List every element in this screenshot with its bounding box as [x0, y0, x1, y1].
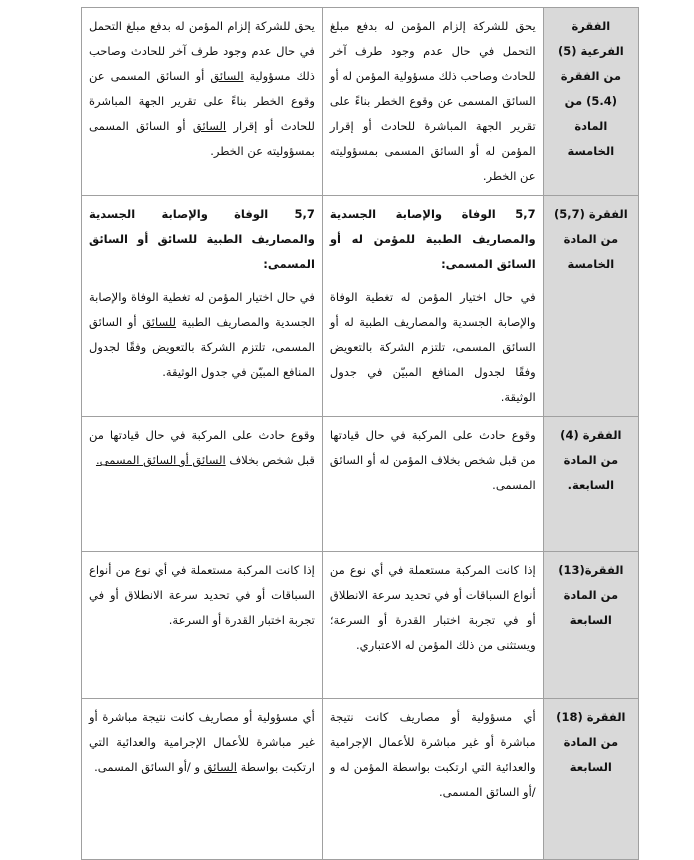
original-text-cell: يحق للشركة إلزام المؤمن له بدفع مبلغ التحمل في حال عدم وجود طرف آخر للحادث وصاحب ذلك مسؤولية المؤمن له أو السائق المسمى عن وقوع الخطر بناءً على تقرير الجهة المباشرة للحادث أو إقرار المؤمن له أو السائق المسمى بمسؤوليته عن الخطر. [322, 8, 543, 196]
table-row [82, 699, 639, 860]
reference-cell: الفقرة (18) من المادة السابعة [543, 699, 638, 860]
amended-text-cell: يحق للشركة إلزام المؤمن له بدفع مبلغ التحمل في حال عدم وجود طرف آخر للحادث وصاحب ذلك مسؤولية السائق أو السائق المسمى عن وقوع الخطر بناءً على تقرير الجهة المباشرة للحادث أو إقرار السائق أو السائق المسمى بمسؤوليته عن الخطر. [82, 8, 323, 196]
amended-text-cell: أي مسؤولية أو مصاريف كانت نتيجة مباشرة أو غير مباشرة للأعمال الإجرامية والعدائية التي ارتكبت بواسطة السائق و /أو السائق المسمى. [82, 699, 323, 860]
reference-cell: الفقرة الفرعية (5) من الفقرة (5.4) من المادة الخامسة [543, 8, 638, 196]
amended-text-cell: إذا كانت المركبة مستعملة في أي نوع من أنواع السباقات أو في تحديد سرعة الانطلاق أو في تجربة اختبار القدرة أو السرعة. [82, 552, 323, 699]
amended-text-cell: وقوع حادث على المركبة في حال قيادتها من قبل شخص بخلاف السائق أو السائق المسمى. [82, 417, 323, 552]
reference-cell: الفقرة(13) من المادة السابعة [543, 552, 638, 699]
clause-heading: 5,7 الوفاة والإصابة الجسدية والمصاريف الطبية للمؤمن له أو السائق المسمى: [329, 207, 536, 271]
clause-heading: 5,7 الوفاة والإصابة الجسدية والمصاريف الطبية للسائق أو السائق المسمى: [89, 207, 315, 271]
original-text-cell: 5,7 الوفاة والإصابة الجسدية والمصاريف الطبية للمؤمن له أو السائق المسمى: في حال اختيار المؤمن له تغطية الوفاة والإصابة الجسدية والمصاريف الطبية له أو السائق المسمى، تلتزم الشركة بالتعويض وفقًا لجدول المنافع المبيّن في جدول الوثيقة. [322, 196, 543, 417]
amendments-table [81, 7, 639, 860]
reference-cell: الفقرة (5,7) من المادة الخامسة [543, 196, 638, 417]
underlined-term: للسائق [142, 315, 177, 329]
original-text-cell: أي مسؤولية أو مصاريف كانت نتيجة مباشرة أو غير مباشرة للأعمال الإجرامية والعدائية التي ارتكبت بواسطة المؤمن له و /أو السائق المسمى. [322, 699, 543, 860]
underlined-term: السائق [210, 69, 244, 83]
table-row [82, 196, 639, 417]
original-text-cell: إذا كانت المركبة مستعملة في أي نوع من أنواع السباقات أو في تحديد سرعة الانطلاق أو في تجربة اختبار القدرة أو السرعة؛ ويستثنى من ذلك المؤمن له الاعتباري. [322, 552, 543, 699]
reference-cell: الفقرة (4) من المادة السابعة. [543, 417, 638, 552]
underlined-term: السائق [192, 119, 227, 133]
underlined-term: السائق [203, 760, 237, 774]
table-row [82, 552, 639, 699]
table-row [82, 417, 639, 552]
original-text-cell: وقوع حادث على المركبة في حال قيادتها من قبل شخص بخلاف المؤمن له أو السائق المسمى. [322, 417, 543, 552]
table-row [82, 8, 639, 196]
underlined-term: السائق أو السائق المسمى. [95, 453, 226, 467]
amended-text-cell: 5,7 الوفاة والإصابة الجسدية والمصاريف الطبية للسائق أو السائق المسمى: في حال اختيار المؤمن له تغطية الوفاة والإصابة الجسدية والمصاريف الطبية للسائق أو السائق المسمى، تلتزم الشركة بالتعويض وفقًا لجدول المنافع المبيّن في جدول الوثيقة. [82, 196, 323, 417]
